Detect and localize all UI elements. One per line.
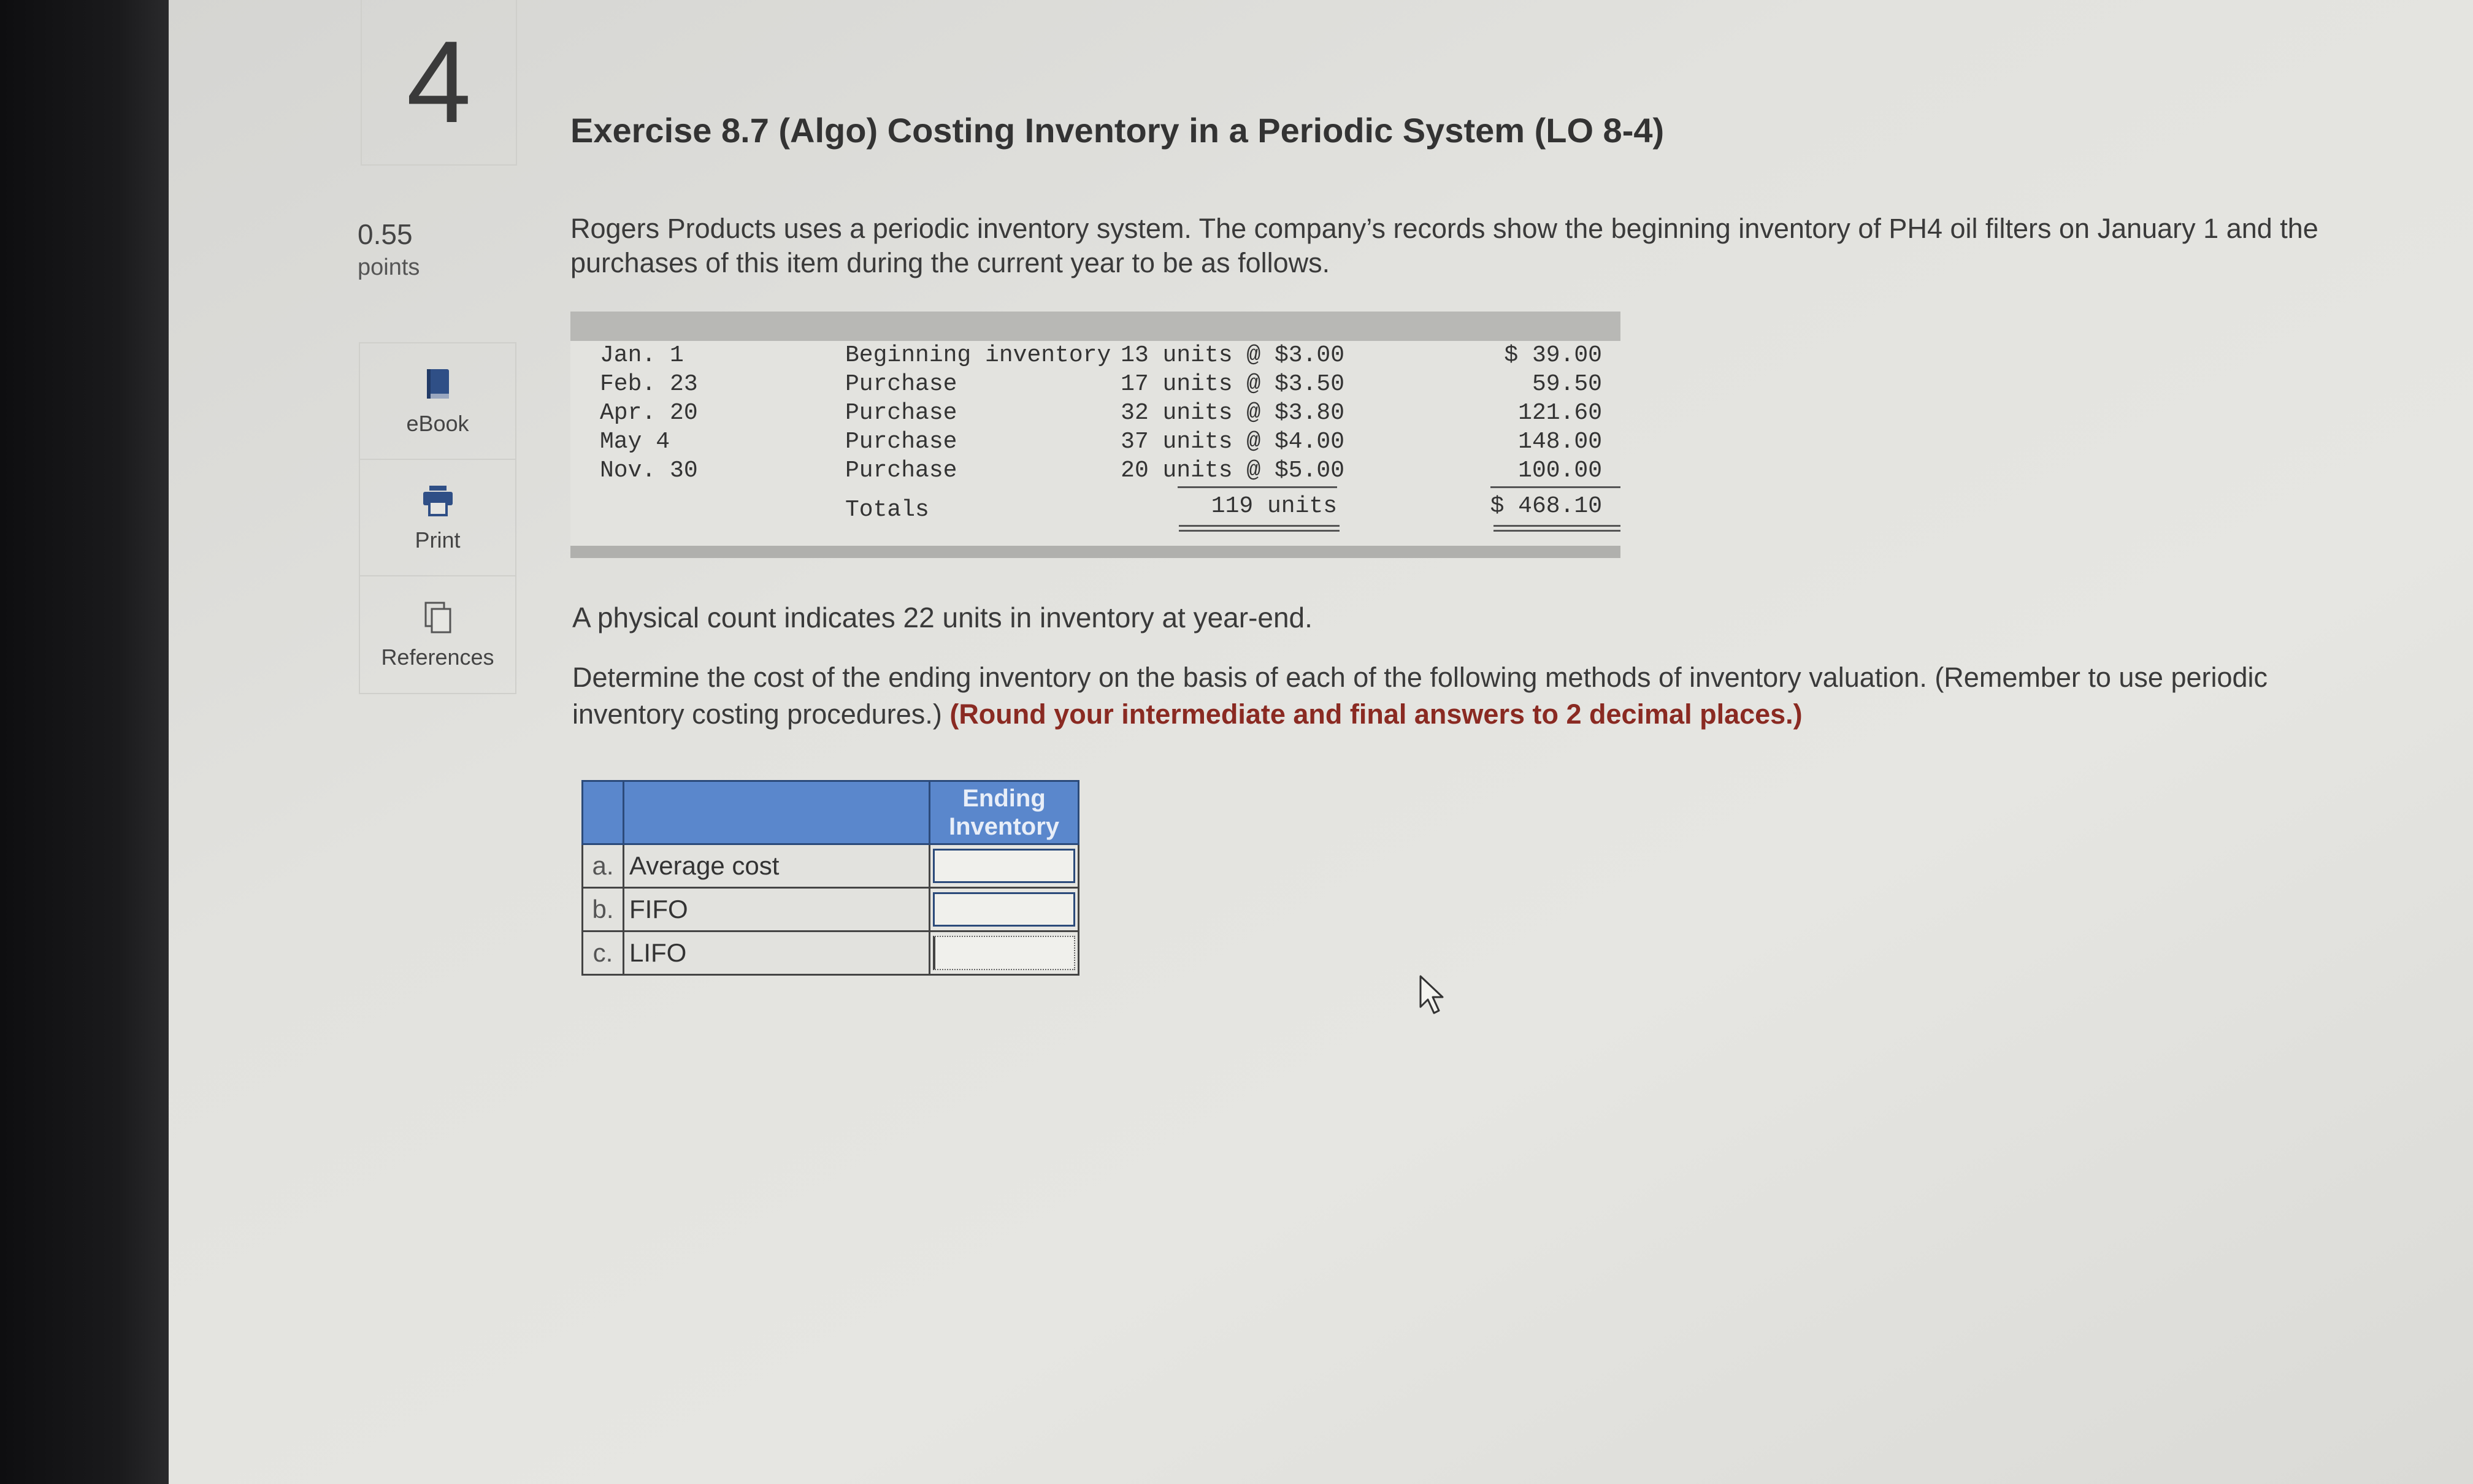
units-total-double-rule: [1179, 530, 1340, 532]
inventory-data-table: [570, 312, 1620, 558]
exercise-title: Exercise 8.7 (Algo) Costing Inventory in a Periodic System (LO 8-4): [570, 111, 1665, 150]
row-units: 37 units @ $4.00: [1121, 429, 1344, 455]
resource-sidebar: [359, 342, 516, 694]
units-subtotal-rule: [1178, 486, 1337, 488]
header-blank-method: [624, 781, 930, 844]
sidebar-item-print[interactable]: [360, 460, 515, 576]
instruction-emphasis: (Round your intermediate and final answers to 2 decimal places.): [949, 698, 1803, 730]
row-letter: a.: [583, 844, 624, 888]
row-description: Purchase: [845, 457, 957, 484]
lifo-input-cell[interactable]: [930, 931, 1079, 975]
physical-count-text: A physical count indicates 22 units in inventory at year-end.: [572, 602, 1313, 633]
row-amount: 59.50: [1532, 371, 1602, 397]
row-amount: 148.00: [1518, 429, 1602, 455]
answer-row: [583, 888, 1079, 931]
instruction-body: Determine the cost of the ending inventory on the basis of each of the following methods of inventory valuation. (Remember to use periodic inventory costing procedures.): [572, 662, 2268, 730]
answer-row: [583, 844, 1079, 888]
sidebar-item-ebook[interactable]: [360, 343, 515, 460]
amount-subtotal-rule: [1490, 486, 1620, 488]
sidebar-item-label: Print: [415, 527, 461, 553]
fifo-input[interactable]: [933, 892, 1075, 927]
instruction-text: [572, 659, 2351, 733]
row-date: May 4: [600, 429, 670, 455]
row-letter: b.: [583, 888, 624, 931]
documents-icon: [420, 599, 456, 636]
row-amount: 100.00: [1518, 457, 1602, 484]
question-number-box: [361, 0, 517, 166]
average-cost-input-cell[interactable]: [930, 844, 1079, 888]
totals-units: 119 units: [1211, 493, 1337, 519]
points-value: 0.55: [358, 218, 413, 250]
printer-icon: [420, 482, 456, 519]
row-date: Feb. 23: [600, 371, 698, 397]
screen-bezel: [0, 0, 169, 1484]
points-label: points: [358, 254, 420, 280]
fifo-input-cell[interactable]: [930, 888, 1079, 931]
amount-total-double-rule: [1493, 525, 1620, 527]
row-units: 20 units @ $5.00: [1121, 457, 1344, 484]
header-ending-inventory: Ending Inventory: [930, 781, 1079, 844]
book-icon: [420, 365, 456, 402]
sidebar-item-label: eBook: [406, 411, 469, 436]
exercise-intro: Rogers Products uses a periodic inventory system. The company’s records show the beginning inventory of PH4 oil filters on January 1 and the purchases of this item during the current year to be as follows.: [570, 213, 2318, 278]
question-number: 4: [406, 17, 472, 147]
row-units: 32 units @ $3.80: [1121, 400, 1344, 426]
row-description: Purchase: [845, 429, 957, 455]
row-amount: $ 39.00: [1504, 342, 1602, 369]
table-header-bar: [570, 312, 1620, 341]
row-method: Average cost: [624, 844, 930, 888]
row-description: Beginning inventory: [845, 342, 1111, 369]
mouse-pointer-icon: [1418, 974, 1449, 1017]
totals-amount: $ 468.10: [1490, 493, 1602, 519]
units-total-double-rule: [1179, 525, 1340, 527]
row-method: LIFO: [624, 931, 930, 975]
row-date: Apr. 20: [600, 400, 698, 426]
row-date: Nov. 30: [600, 457, 698, 484]
answer-table: [581, 780, 1079, 976]
lifo-input[interactable]: [933, 936, 1075, 970]
totals-label: Totals: [845, 497, 929, 523]
sidebar-item-label: References: [381, 644, 494, 670]
row-units: 13 units @ $3.00: [1121, 342, 1344, 369]
row-method: FIFO: [624, 888, 930, 931]
header-blank-letter: [583, 781, 624, 844]
row-description: Purchase: [845, 371, 957, 397]
table-footer-bar: [570, 546, 1620, 558]
row-date: Jan. 1: [600, 342, 684, 369]
row-amount: 121.60: [1518, 400, 1602, 426]
average-cost-input[interactable]: [933, 849, 1075, 883]
row-description: Purchase: [845, 400, 957, 426]
answer-row: [583, 931, 1079, 975]
sidebar-item-references[interactable]: [360, 576, 515, 693]
amount-total-double-rule: [1493, 530, 1620, 532]
row-units: 17 units @ $3.50: [1121, 371, 1344, 397]
row-letter: c.: [583, 931, 624, 975]
